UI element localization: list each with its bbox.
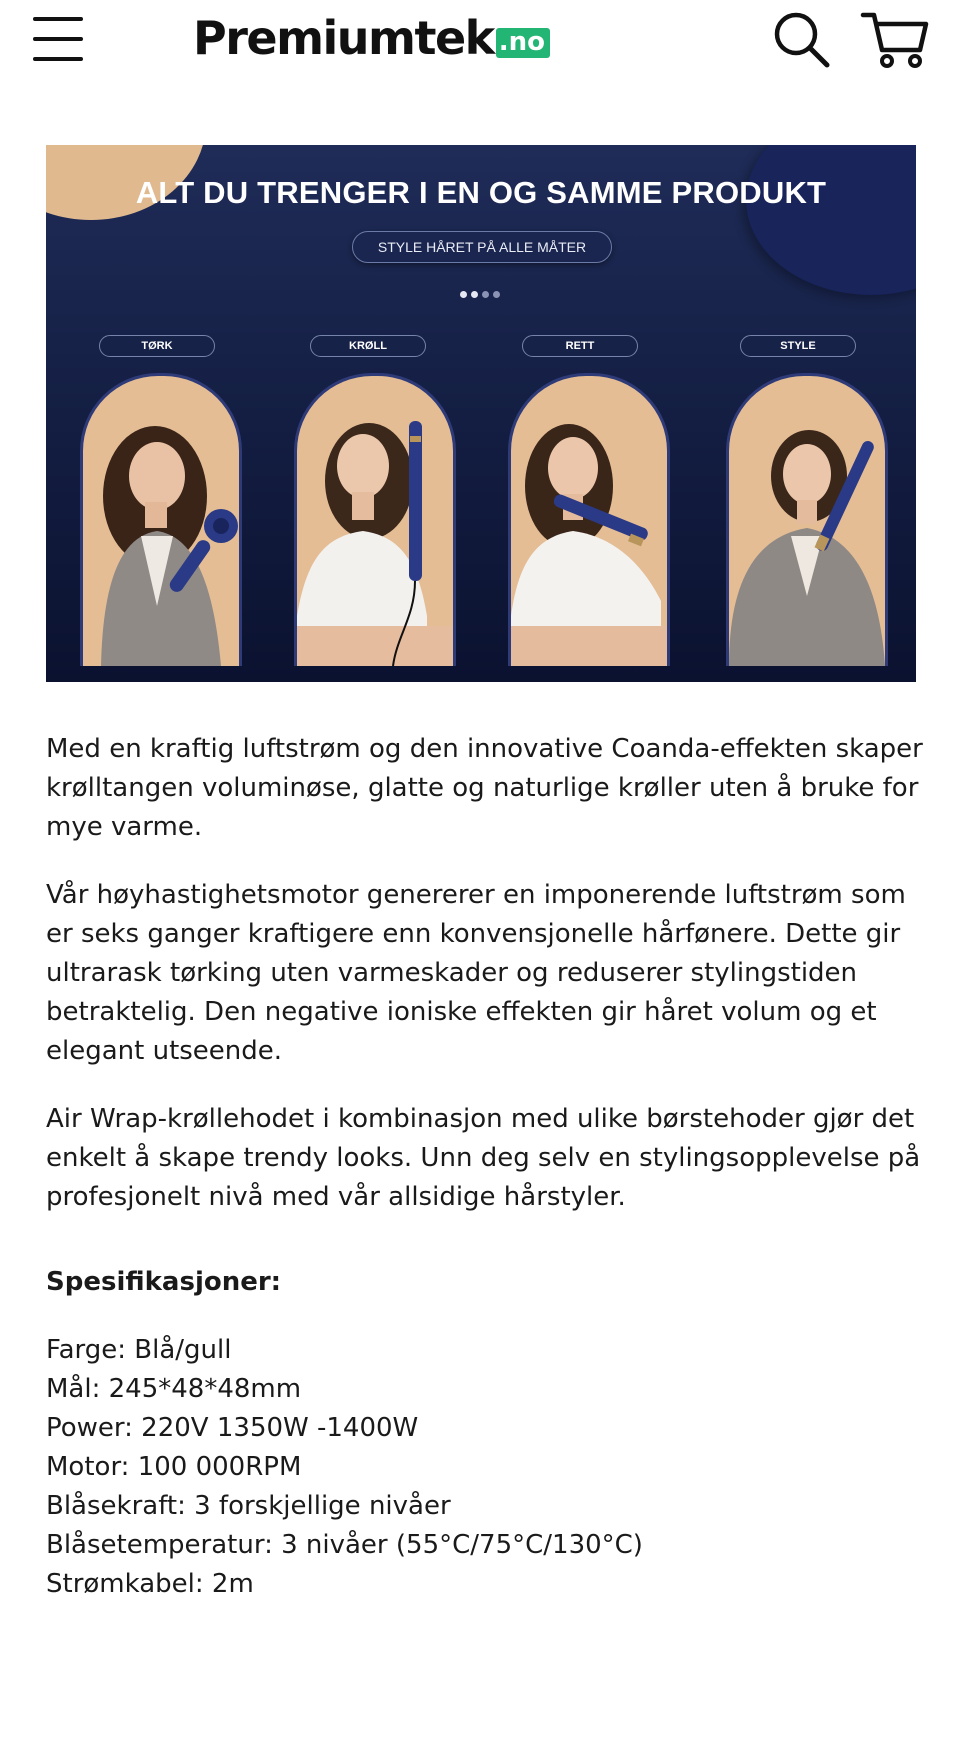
model-photo-style bbox=[726, 373, 888, 666]
carousel-dot bbox=[493, 291, 500, 298]
spec-airflow: Blåsekraft: 3 forskjellige nivåer bbox=[46, 1491, 451, 1521]
category-label-dry: TØRK bbox=[99, 335, 215, 357]
spec-color: Farge: Blå/gull bbox=[46, 1335, 232, 1365]
category-label-style: STYLE bbox=[740, 335, 856, 357]
product-banner-image bbox=[46, 145, 916, 682]
site-header bbox=[0, 0, 960, 80]
banner-subtitle-pill: STYLE HÅRET PÅ ALLE MÅTER bbox=[352, 231, 612, 263]
hamburger-menu-icon[interactable] bbox=[33, 17, 83, 61]
spec-power: Power: 220V 1350W -1400W bbox=[46, 1413, 419, 1443]
menu-bar bbox=[33, 37, 83, 41]
category-label-straight: RETT bbox=[522, 335, 638, 357]
carousel-dot bbox=[482, 291, 489, 298]
cart-button[interactable] bbox=[860, 10, 930, 70]
spec-temperature: Blåsetemperatur: 3 nivåer (55°C/75°C/130°C) bbox=[46, 1530, 643, 1560]
carousel-dot bbox=[460, 291, 467, 298]
spec-dimensions: Mål: 245*48*48mm bbox=[46, 1374, 302, 1404]
decorative-circle bbox=[746, 145, 916, 295]
model-photo-curl bbox=[294, 373, 456, 666]
spec-motor: Motor: 100 000RPM bbox=[46, 1452, 302, 1482]
category-label-curl: KRØLL bbox=[310, 335, 426, 357]
description-paragraph: Med en kraftig luftstrøm og den innovative Coanda-effekten skaper krølltangen voluminøse, glatte og naturlige krøller uten å bruke for mye varme. bbox=[46, 734, 923, 842]
carousel-dots bbox=[460, 291, 500, 298]
carousel-dot bbox=[471, 291, 478, 298]
logo-wordmark: Premiumtek bbox=[193, 11, 494, 65]
search-button[interactable] bbox=[772, 10, 832, 70]
shopping-cart-icon bbox=[860, 10, 930, 70]
description-paragraph: Air Wrap-krøllehodet i kombinasjon med ulike børstehoder gjør det enkelt å skape trendy looks. Unn deg selv en stylingsopplevelse på profesjonelt nivå med vår allsidige hårstyler. bbox=[46, 1104, 921, 1212]
banner-title: ALT DU TRENGER I EN OG SAMME PRODUKT bbox=[135, 175, 827, 210]
model-photo-dry bbox=[80, 373, 242, 666]
description-paragraph: Vår høyhastighetsmotor genererer en imponerende luftstrøm som er seks ganger kraftigere enn konvensjonelle hårfønere. Dette gir ultrarask tørking uten varmeskader og reduserer stylingstiden betraktelig. Den negative ioniske effekten gir håret volum og et elegant utseende. bbox=[46, 880, 906, 1066]
logo-tld-badge: .no bbox=[496, 28, 550, 59]
model-photo-straight bbox=[508, 373, 670, 666]
menu-bar bbox=[33, 17, 83, 21]
site-logo[interactable] bbox=[193, 12, 550, 64]
search-icon bbox=[772, 10, 832, 70]
menu-bar bbox=[33, 57, 83, 61]
spec-cable: Strømkabel: 2m bbox=[46, 1569, 254, 1599]
product-description bbox=[46, 730, 926, 1604]
specs-heading: Spesifikasjoner: bbox=[46, 1267, 282, 1297]
